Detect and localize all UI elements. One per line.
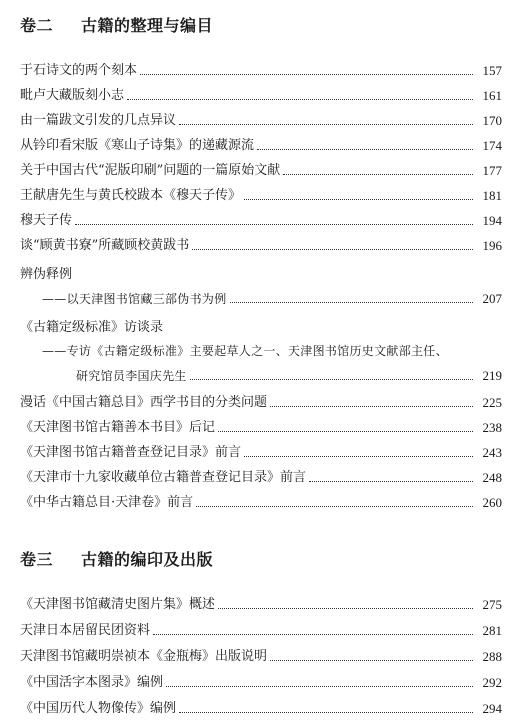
entry-title: 《天津图书馆古籍普查登记目录》前言 [20,445,242,460]
entry-subtitle: ——以天津图书馆藏三部伪书为例 [42,292,227,306]
toc-entry[interactable] [20,491,502,511]
dot-leader [257,149,473,150]
toc-entry[interactable] [20,159,502,179]
entry-page: 194 [482,213,502,228]
section-title: 古籍的整理与编目 [81,16,214,35]
dot-leader [190,379,473,380]
dot-leader [75,224,473,225]
entry-page: 161 [482,88,502,103]
section-volume-label: 卷二 [20,16,54,35]
dot-leader [309,481,473,482]
entry-title: 天津图书馆藏明崇祯本《金瓶梅》出版说明 [20,649,268,664]
entry-page: 174 [482,138,502,153]
entry-page: 225 [482,395,502,410]
section-title: 古籍的编印及出版 [81,550,214,569]
entry-title: 从钤印看宋版《寒山子诗集》的递藏源流 [20,138,255,153]
entry-title: 于石诗文的两个刻本 [20,63,138,78]
toc-entry[interactable] [20,416,502,436]
toc-entry[interactable] [20,84,502,104]
toc-entry[interactable] [20,441,502,461]
entry-title: 《中国活字本图录》编例 [20,675,164,690]
toc-entry-subtitle[interactable] [42,287,502,307]
dot-leader [230,302,473,303]
entry-subtitle: 研究馆员李国庆先生 [76,369,187,383]
entry-title: 关于中国古代“泥版印刷”问题的一篇原始文献 [20,163,281,178]
toc-entry[interactable] [20,109,502,129]
entry-page: 292 [482,675,502,690]
entry-title: 《中国历代人物像传》编例 [20,701,177,716]
dot-leader [192,249,473,250]
entry-title: 毗卢大藏版刻小志 [20,88,125,103]
entry-page: 275 [482,597,502,612]
dot-leader [283,174,473,175]
entry-title: 《天津图书馆古籍善本书目》后记 [20,420,216,435]
dot-leader [270,406,473,407]
entry-page: 243 [482,445,502,460]
entry-page: 181 [482,188,502,203]
dot-leader [244,456,473,457]
dot-leader [166,686,473,687]
toc-entry[interactable] [20,234,502,254]
entry-title: 《天津图书馆藏清史图片集》概述 [20,597,216,612]
toc-entry-subtitle[interactable] [76,364,502,384]
section-heading-3 [20,547,213,570]
toc-entry[interactable] [20,391,502,411]
dot-leader [244,199,473,200]
toc-entry[interactable] [20,466,502,486]
entry-title: 谈“顾黄书寮”所藏顾校黄跋书 [20,238,190,253]
dot-leader [179,124,473,125]
dot-leader [218,608,473,609]
entry-page: 294 [482,701,502,716]
toc-entry[interactable] [20,619,502,639]
toc-entry[interactable] [20,671,502,691]
toc-entry[interactable] [20,593,502,613]
entry-title: 由一篇跋文引发的几点异议 [20,113,177,128]
entry-title[interactable]: 《古籍定级标准》访谈录 [20,320,164,335]
section-volume-label: 卷三 [20,550,54,569]
entry-title: 《天津市十九家收藏单位古籍普查登记目录》前言 [20,470,307,485]
toc-entry[interactable] [20,134,502,154]
entry-title: 王献唐先生与黄氏校跋本《穆天子传》 [20,188,242,203]
dot-leader [153,634,473,635]
entry-page: 248 [482,470,502,485]
dot-leader [218,431,473,432]
toc-entry[interactable] [20,59,502,79]
entry-title: 穆天子传 [20,213,73,228]
dot-leader [179,712,473,713]
toc-entry[interactable] [20,184,502,204]
entry-page: 288 [482,649,502,664]
entry-title: 漫话《中国古籍总目》西学书目的分类问题 [20,395,268,410]
dot-leader [127,99,473,100]
entry-page: 238 [482,420,502,435]
toc-entry[interactable] [20,645,502,665]
dot-leader [196,506,473,507]
entry-page: 281 [482,623,502,638]
entry-page: 177 [482,163,502,178]
entry-page: 219 [482,368,502,383]
toc-entry[interactable] [20,209,502,229]
section-heading-2 [20,13,213,36]
entry-page: 170 [482,113,502,128]
toc-entry[interactable] [20,697,502,717]
entry-page: 157 [482,63,502,78]
entry-subtitle: ——专访《古籍定级标准》主要起草人之一、天津图书馆历史文献部主任、 [42,344,448,358]
entry-title: 天津日本居留民团资料 [20,623,151,638]
entry-title[interactable]: 辨伪释例 [20,267,73,282]
entry-title: 《中华古籍总目·天津卷》前言 [20,495,194,510]
entry-page: 196 [482,238,502,253]
entry-page: 260 [482,495,502,510]
entry-page: 207 [482,291,502,306]
dot-leader [270,660,473,661]
dot-leader [140,74,473,75]
